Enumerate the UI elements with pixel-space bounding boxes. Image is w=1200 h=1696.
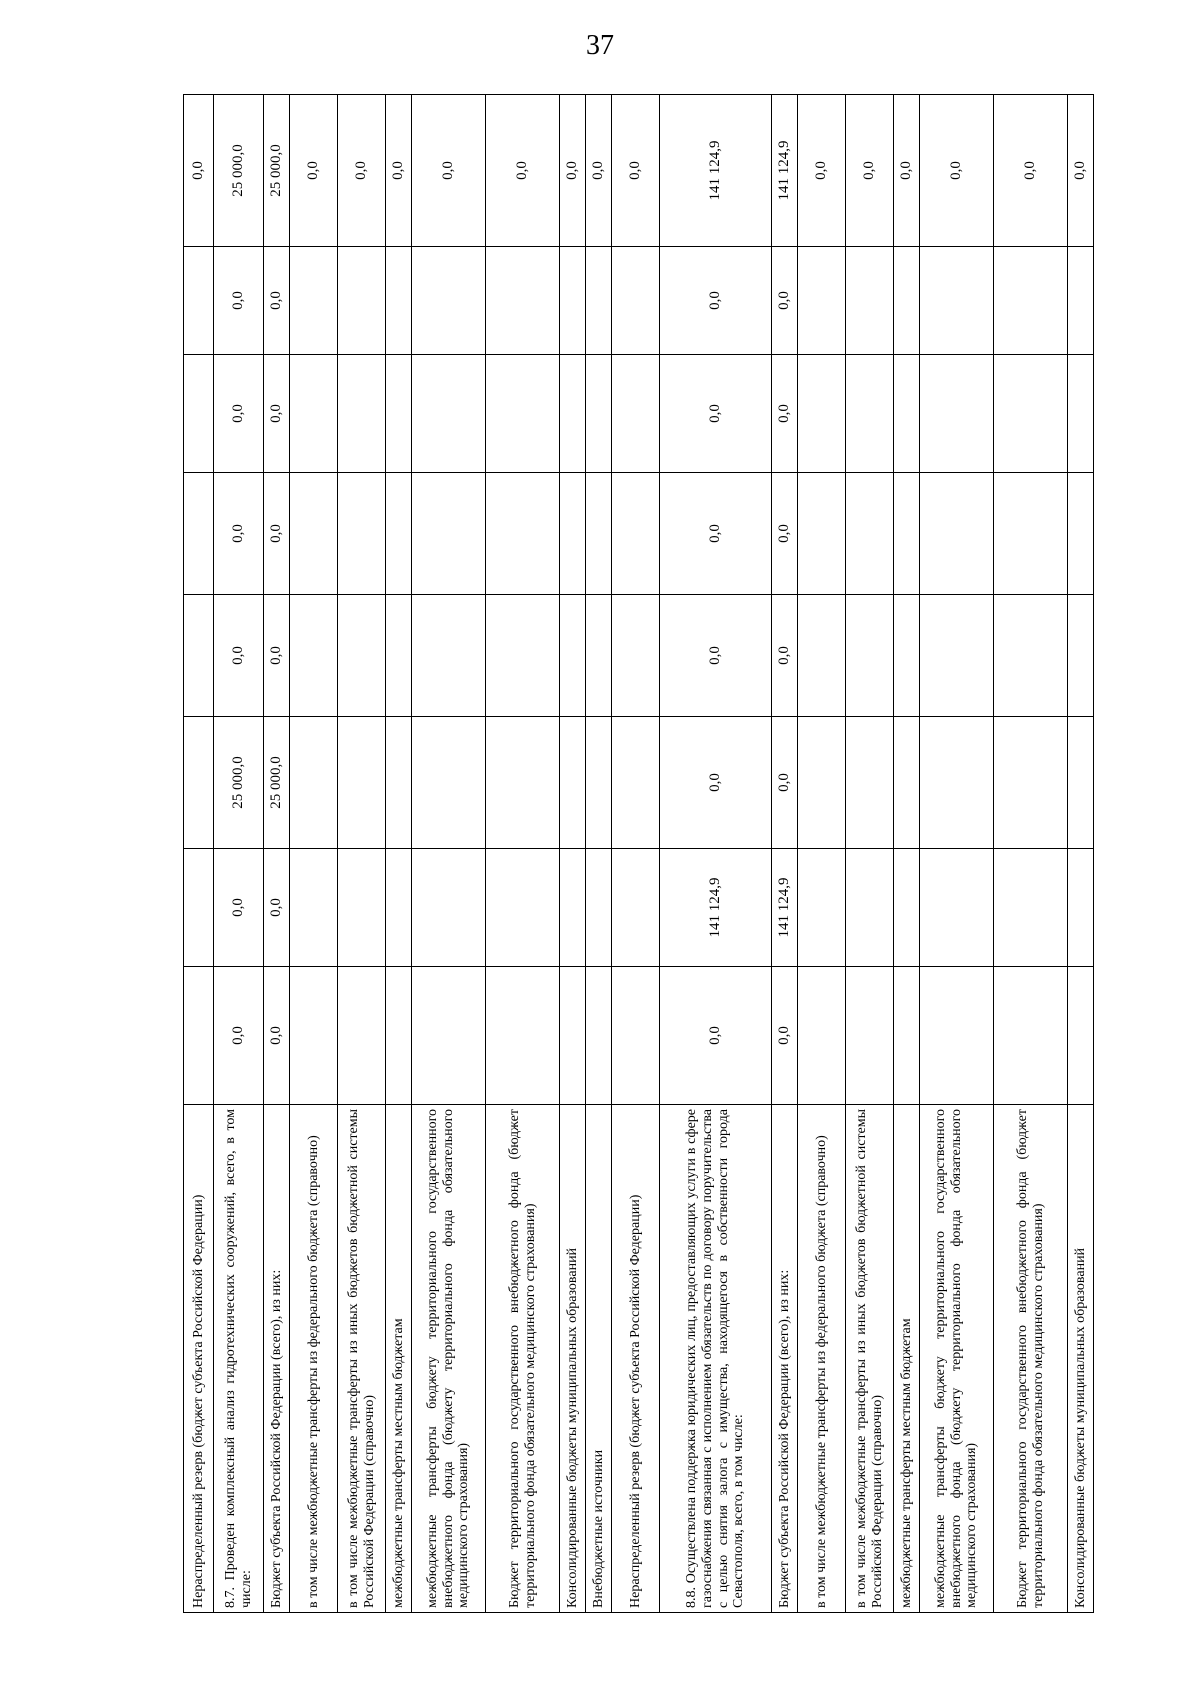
value-cell (386, 717, 412, 849)
value-cell (338, 849, 386, 967)
table-row (772, 95, 798, 1613)
value-cell (386, 473, 412, 595)
value-cell: 0,0 (214, 595, 264, 717)
value-cell (798, 355, 846, 473)
value-cell: 0,0 (264, 473, 290, 595)
table-body (184, 95, 1094, 1613)
value-cell (1068, 717, 1094, 849)
table-row (586, 95, 612, 1613)
row-label: Бюджет субъекта Российской Федерации (всего), из них: (772, 1105, 798, 1613)
value-cell (612, 595, 660, 717)
value-cell (798, 717, 846, 849)
table-row (894, 95, 920, 1613)
budget-table-rotated (183, 95, 1089, 1613)
value-cell (920, 247, 994, 355)
table-row (660, 95, 772, 1613)
value-cell (894, 595, 920, 717)
value-cell (290, 849, 338, 967)
value-cell (994, 355, 1068, 473)
value-cell (586, 849, 612, 967)
value-cell: 0,0 (660, 967, 772, 1105)
value-cell: 0,0 (846, 95, 894, 247)
value-cell (560, 849, 586, 967)
value-cell (846, 355, 894, 473)
value-cell (386, 355, 412, 473)
row-label: в том числе межбюджетные трансферты из иных бюджетов бюджетной системы Российской Федерации (справочно) (338, 1105, 386, 1613)
value-cell: 0,0 (338, 95, 386, 247)
value-cell (994, 247, 1068, 355)
value-cell (386, 247, 412, 355)
value-cell (846, 717, 894, 849)
value-cell (486, 595, 560, 717)
value-cell (846, 967, 894, 1105)
value-cell (994, 967, 1068, 1105)
value-cell (184, 967, 214, 1105)
table-row (846, 95, 894, 1613)
value-cell: 0,0 (772, 967, 798, 1105)
value-cell (612, 355, 660, 473)
value-cell (586, 717, 612, 849)
value-cell: 0,0 (386, 95, 412, 247)
value-cell (798, 473, 846, 595)
value-cell: 0,0 (184, 95, 214, 247)
value-cell: 0,0 (660, 473, 772, 595)
table-row (1068, 95, 1094, 1613)
value-cell (612, 247, 660, 355)
value-cell (412, 247, 486, 355)
value-cell (586, 595, 612, 717)
value-cell (1068, 849, 1094, 967)
value-cell: 0,0 (560, 95, 586, 247)
value-cell (412, 355, 486, 473)
row-label: Нераспределенный резерв (бюджет субъекта Российской Федерации) (612, 1105, 660, 1613)
row-label: в том числе межбюджетные трансферты из федерального бюджета (справочно) (290, 1105, 338, 1613)
value-cell (290, 717, 338, 849)
value-cell: 25 000,0 (264, 95, 290, 247)
value-cell: 0,0 (214, 849, 264, 967)
table-row (214, 95, 264, 1613)
value-cell (290, 473, 338, 595)
row-label: Консолидированные бюджеты муниципальных образований (560, 1105, 586, 1613)
row-label: межбюджетные трансферты местным бюджетам (386, 1105, 412, 1613)
value-cell (290, 247, 338, 355)
value-cell (586, 247, 612, 355)
value-cell (338, 247, 386, 355)
table-row (612, 95, 660, 1613)
value-cell (846, 247, 894, 355)
value-cell: 0,0 (214, 967, 264, 1105)
value-cell (846, 595, 894, 717)
row-label: 8.7. Проведен комплексный анализ гидротехнических сооружений, всего, в том числе: (214, 1105, 264, 1613)
value-cell (560, 967, 586, 1105)
value-cell: 0,0 (1068, 95, 1094, 247)
value-cell: 0,0 (412, 95, 486, 247)
value-cell (586, 355, 612, 473)
value-cell: 0,0 (920, 95, 994, 247)
value-cell: 0,0 (486, 95, 560, 247)
value-cell (612, 473, 660, 595)
page-number: 37 (586, 30, 614, 61)
table-row (560, 95, 586, 1613)
table-row (386, 95, 412, 1613)
value-cell (920, 717, 994, 849)
value-cell (386, 595, 412, 717)
value-cell (412, 717, 486, 849)
value-cell (412, 849, 486, 967)
table-row (338, 95, 386, 1613)
value-cell: 141 124,9 (772, 849, 798, 967)
value-cell (894, 967, 920, 1105)
value-cell (386, 849, 412, 967)
value-cell: 0,0 (264, 967, 290, 1105)
row-label: 8.8. Осуществлена поддержка юридических лиц, предоставляющих услуги в сфере газоснабжения связанная с исполнением обязательств по договору поручительства с целью снятия залога с имущества, находящегося в собственности города Севастополя, всего, в том числе: (660, 1105, 772, 1613)
row-label: Нераспределенный резерв (бюджет субъекта Российской Федерации) (184, 1105, 214, 1613)
value-cell (560, 473, 586, 595)
value-cell: 25 000,0 (214, 717, 264, 849)
value-cell (612, 849, 660, 967)
row-label: в том числе межбюджетные трансферты из федерального бюджета (справочно) (798, 1105, 846, 1613)
value-cell (994, 595, 1068, 717)
value-cell: 0,0 (660, 247, 772, 355)
value-cell: 0,0 (214, 247, 264, 355)
value-cell (486, 247, 560, 355)
value-cell: 0,0 (290, 95, 338, 247)
value-cell (290, 967, 338, 1105)
value-cell (184, 247, 214, 355)
value-cell (1068, 247, 1094, 355)
value-cell (560, 247, 586, 355)
value-cell (560, 355, 586, 473)
value-cell (290, 595, 338, 717)
value-cell: 0,0 (264, 247, 290, 355)
value-cell (798, 967, 846, 1105)
value-cell (338, 717, 386, 849)
value-cell (586, 473, 612, 595)
value-cell (184, 595, 214, 717)
value-cell: 0,0 (772, 473, 798, 595)
value-cell: 25 000,0 (264, 717, 290, 849)
value-cell (586, 967, 612, 1105)
value-cell: 0,0 (772, 595, 798, 717)
value-cell (412, 595, 486, 717)
value-cell (184, 473, 214, 595)
value-cell (486, 967, 560, 1105)
value-cell (846, 849, 894, 967)
value-cell (612, 967, 660, 1105)
value-cell (1068, 473, 1094, 595)
value-cell: 0,0 (660, 717, 772, 849)
value-cell (338, 473, 386, 595)
value-cell: 0,0 (660, 595, 772, 717)
value-cell (338, 355, 386, 473)
value-cell (338, 967, 386, 1105)
row-label: межбюджетные трансферты местным бюджетам (894, 1105, 920, 1613)
table-row (264, 95, 290, 1613)
value-cell: 25 000,0 (214, 95, 264, 247)
value-cell: 141 124,9 (772, 95, 798, 247)
value-cell (894, 473, 920, 595)
value-cell (386, 967, 412, 1105)
value-cell (894, 355, 920, 473)
value-cell (798, 247, 846, 355)
value-cell (1068, 595, 1094, 717)
value-cell (560, 595, 586, 717)
table-row (994, 95, 1068, 1613)
value-cell (894, 717, 920, 849)
value-cell (920, 967, 994, 1105)
value-cell: 141 124,9 (660, 849, 772, 967)
value-cell (612, 717, 660, 849)
value-cell (184, 355, 214, 473)
row-label: межбюджетные трансферты бюджету территориального государственного внебюджетного фонда (бюджету территориального фонда обязательного медицинского страхования) (920, 1105, 994, 1613)
value-cell (920, 849, 994, 967)
value-cell: 0,0 (994, 95, 1068, 247)
value-cell: 0,0 (772, 355, 798, 473)
value-cell: 0,0 (772, 247, 798, 355)
value-cell (338, 595, 386, 717)
value-cell (798, 595, 846, 717)
value-cell: 0,0 (586, 95, 612, 247)
value-cell: 0,0 (214, 355, 264, 473)
value-cell: 0,0 (612, 95, 660, 247)
value-cell (560, 717, 586, 849)
value-cell (486, 849, 560, 967)
value-cell: 0,0 (894, 95, 920, 247)
row-label: Бюджет субъекта Российской Федерации (всего), из них: (264, 1105, 290, 1613)
value-cell (486, 717, 560, 849)
table-row (920, 95, 994, 1613)
value-cell (920, 355, 994, 473)
table-row (798, 95, 846, 1613)
value-cell (994, 717, 1068, 849)
value-cell (1068, 967, 1094, 1105)
table-row (184, 95, 214, 1613)
value-cell: 0,0 (264, 595, 290, 717)
value-cell (894, 247, 920, 355)
value-cell (184, 717, 214, 849)
row-label: Бюджет территориального государственного внебюджетного фонда (бюджет территориального фонда обязательного медицинского страхования) (994, 1105, 1068, 1613)
row-label: Бюджет территориального государственного внебюджетного фонда (бюджет территориального фонда обязательного медицинского страхования) (486, 1105, 560, 1613)
table-row (290, 95, 338, 1613)
table-row (412, 95, 486, 1613)
value-cell (486, 473, 560, 595)
value-cell (486, 355, 560, 473)
value-cell: 0,0 (772, 717, 798, 849)
value-cell (994, 473, 1068, 595)
row-label: межбюджетные трансферты бюджету территориального государственного внебюджетного фонда (бюджету территориального фонда обязательного медицинского страхования) (412, 1105, 486, 1613)
value-cell: 0,0 (798, 95, 846, 247)
value-cell: 0,0 (660, 355, 772, 473)
value-cell (290, 355, 338, 473)
value-cell: 0,0 (214, 473, 264, 595)
value-cell (894, 849, 920, 967)
value-cell (798, 849, 846, 967)
value-cell: 0,0 (264, 355, 290, 473)
value-cell: 0,0 (264, 849, 290, 967)
row-label: Консолидированные бюджеты муниципальных образований (1068, 1105, 1094, 1613)
row-label: Внебюджетные источники (586, 1105, 612, 1613)
budget-table (183, 94, 1094, 1613)
value-cell (994, 849, 1068, 967)
table-row (486, 95, 560, 1613)
value-cell (846, 473, 894, 595)
value-cell (412, 967, 486, 1105)
value-cell (920, 473, 994, 595)
value-cell (412, 473, 486, 595)
value-cell (920, 595, 994, 717)
value-cell (184, 849, 214, 967)
row-label: в том числе межбюджетные трансферты из иных бюджетов бюджетной системы Российской Федерации (справочно) (846, 1105, 894, 1613)
value-cell (1068, 355, 1094, 473)
value-cell: 141 124,9 (660, 95, 772, 247)
